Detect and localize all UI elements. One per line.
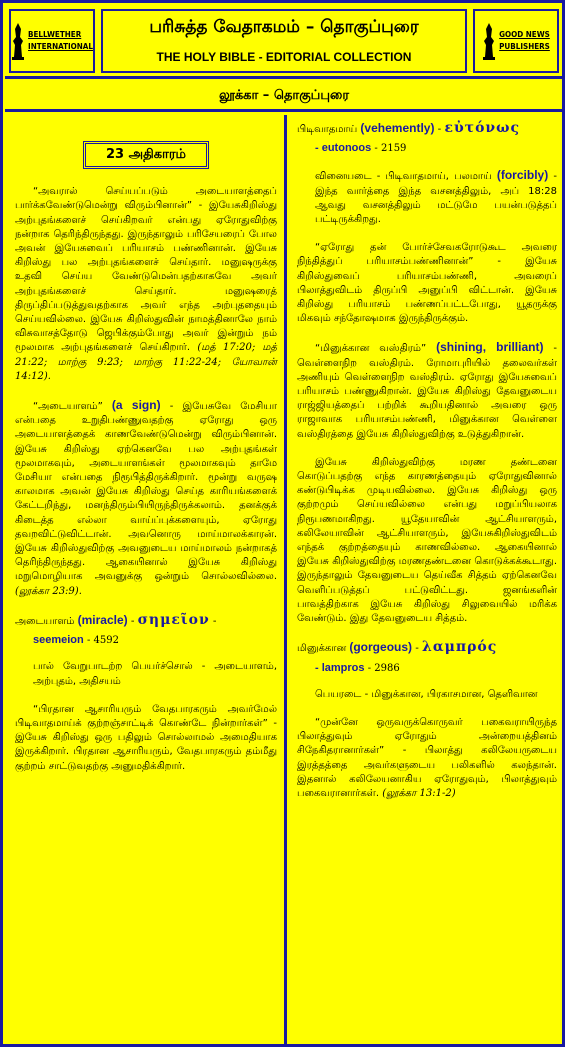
tamil-word: பிடிவாதமாய் bbox=[297, 124, 358, 135]
separator: - bbox=[212, 615, 217, 627]
logo-right-line-2: PUBLISHERS bbox=[499, 42, 550, 51]
paragraph-text: - இயேசுவே மேசியா என்பதை உறுதிபண்ணுவதற்கு ஏரோது ஒரு அடையாளத்தைக் காணவேண்டுமென்று விரும்பினான். இயேசு கிறிஸ்து ஏற்கெனவே பல அற்புதங்கள் மூலமாகவும், அடையாளங்கள் மூலமாகவும் தாமே மேசியா என்பதை நிரூபித்திருக்கிறார். மூன்று வருஷ காலமாக அவன் இயேசு கிறிஸ்து செய்த காரியங்களைக் கேட்டறிந்து, மனந்திரும்பியிருந்திருக்கலாம். தனக்குக் கிடைத்த எல்லா வாய்ப்புக்களையும், ஏரோது தவறவிட்டுவிட்டான். அவனொரு மாய்மாலக்காரன். இயேசு கிறிஸ்துவிற்கு அவனுடைய மாய்மாலம் நன்றாகத் தெரிந்திருந்தது. ஆகையினால் இயேசு கிறிஸ்து மறுமொழியாக அவனுக்கு ஒன்றும் சொல்லவில்லை. bbox=[15, 401, 277, 583]
word-gloss: பால் வேறுபாடற்ற பெயர்ச்சொல் - அடையாளம், அற்புதம், அதிசயம் bbox=[33, 661, 277, 687]
paragraph-text: - வெள்ளைநிற வஸ்திரம். ரோமாபுரியில் தலைவர்கள் அணியும் வெள்ளைநிற வஸ்திரம். ஏரோது இயேசுவைப் பரியாசம் பண்ணுகிறான். இயேசு கிறிஸ்து தேவனுடைய ராஜ்ஜியத்தைப் பற்றிக் கூறியதினால் அவரை ஒரு ராஜாவாக பரியாசம்பண்ணி, மினுக்கான வெள்ளை வஸ்திரத்தை இயேசு கிறிஸ்துவிற்கு உடுத்துகிறான். bbox=[297, 343, 557, 440]
english-term: (forcibly) bbox=[496, 168, 549, 183]
separator: - bbox=[437, 124, 442, 135]
english-term: (gorgeous) bbox=[349, 640, 413, 655]
lamp-icon bbox=[11, 21, 25, 61]
commentary-paragraph bbox=[15, 398, 277, 599]
greek-word: σημεῖον bbox=[137, 611, 210, 628]
transliteration-line bbox=[315, 141, 557, 156]
bellwether-logo bbox=[9, 9, 95, 73]
strongs-number: - 2159 bbox=[374, 143, 407, 155]
gloss-text: வினையடை - பிடிவாதமாய், பலமாய் bbox=[315, 171, 492, 183]
word-gloss: பெயரடை - மினுக்கான, பிரகாசமான, தெளிவான bbox=[315, 688, 538, 700]
transliteration-line bbox=[315, 661, 557, 676]
good-news-logo bbox=[473, 9, 559, 73]
column-divider bbox=[284, 115, 287, 1047]
page-title-english: THE HOLY BIBLE - EDITORIAL COLLECTION bbox=[156, 50, 412, 64]
title-box bbox=[101, 9, 467, 73]
paragraph-text: “முன்னே ஒருவருக்கொருவர் பகைவராயிருந்த பிலாத்துவும் ஏரோதும் அன்றையத்தினம் சிநேகிதரானார்கள்” - பிலாத்து கலிலேயருடைய இரத்தத்தை அவர்களுடைய பலிகளில் கலந்தான். இதனால் கலிலேயனாகிய ஏரோதுவும், பிலாத்துவும் பகைவரானார்கள். bbox=[297, 716, 557, 799]
word-study-heading bbox=[297, 121, 557, 137]
transliteration: - eutonoos bbox=[315, 142, 372, 155]
quoted-phrase: “மினுக்கான வஸ்திரம்” bbox=[315, 343, 427, 355]
greek-word: λαμπρός bbox=[422, 639, 498, 656]
tamil-word: அடையாளம் bbox=[15, 615, 75, 627]
commentary-paragraph bbox=[297, 340, 557, 441]
paragraph-text: “அவரால் செய்யப்படும் அடையாளத்தைப் பார்க்கவேண்டுமென்று விரும்பினான்” - இயேசுகிறிஸ்து அற்புதங்களைச் செய்கிறவர் என்பது ஏரோதுவிற்கு நன்றாக தெரிந்திருந்தது. இருந்தாலும் பரிசேயரைப் போல அவன் இயேசுவைப் பரியாசம் பண்ணினான். இயேசு கிறிஸ்து பல அற்புதங்களைச் செய்தார். மனுஷருக்கு உதவி செய்ய வேண்டுமென்பதற்காகவே அவர் அற்புதங்களைச் செய்தார். மனுஷரைத் திருப்திப்படுத்துவதற்காக அவர் எந்த அற்புததையும் செய்யவில்லை. இயேசு கிறிஸ்துவின் நாமத்தினாலே நாம் விசுவாசத்தோடு ஜெபிக்கும்போது அவர் இன்றும் நம் மூலமாக அற்புதங்களைச் செய்கிறார். bbox=[15, 186, 277, 354]
english-term: (vehemently) bbox=[360, 121, 435, 135]
strongs-number: - 4592 bbox=[86, 635, 119, 647]
greek-word: εὐτόνως bbox=[444, 120, 520, 136]
commentary-paragraph: “பிரதான ஆசாரியரும் வேதபாரகரும் அவர்மேல் பிடிவாதமாய்க் குற்றஞ்சாட்டிக் கொண்டே நின்றார்கள்” - இயேசு கிறிஸ்து ஒரு பதிலும் சொல்லாமல் அமைதியாக இருக்கிறார். பிரதான ஆசாரியரும், வேதபாரகரும் தம்மீது குற்றம் சாட்டுவதற்கு அனுமதிக்கிறார். bbox=[15, 703, 277, 772]
word-study-heading bbox=[15, 613, 277, 629]
section-title: லூக்கா – தொகுப்புரை bbox=[5, 82, 563, 112]
quoted-phrase: “அடையாளம்” bbox=[33, 401, 103, 413]
transliteration-line bbox=[33, 633, 277, 648]
scripture-reference: (லூக்கா 13:1-2) bbox=[382, 787, 456, 799]
commentary-paragraph: இயேசு கிறிஸ்துவிற்கு மரண தண்டனை கொடுப்பதற்கு எந்த காரணத்தையும் ஏரோதுவினால் கண்டுபிடிக்க முடியவில்லை. இயேசு கிறிஸ்து ஒரு குற்றமும் செய்யவில்லை என்பது மறுப்பியலாக நிரூபணமாகிறது. யூதேயாவின் ஆட்சியாளரும், கலிலேயாவின் ஆட்சியாளரும், இயேசுகிறிஸ்துவிடம் எந்தக் குற்றத்தையும் காணவில்லை. ஆகையினால் இயேசு கிறிஸ்துவிற்கு மரணதண்டனை கொடுக்கக்கூடாது. இருந்தாலும் தேவனுடைய தெய்வீக சித்தம் ஏற்கெனவே வெளிப்படுத்தப் பட்டுவிட்டது. ஜனங்களின் பாவத்திற்காக இயேசு கிறிஸ்து சிலுவையில் மரிக்க வேண்டும். இது தேவனுடைய சித்தம். bbox=[297, 456, 557, 625]
english-term: (shining, brilliant) bbox=[436, 340, 544, 355]
scripture-reference: (மத் 17:20; மத் 21:22; மாற்கு 9:23; மாற்கு 11:22-24; யோவான் 14:12). bbox=[15, 342, 277, 382]
transliteration: seemeion bbox=[33, 634, 84, 647]
lamp-icon bbox=[482, 21, 496, 61]
scripture-reference: (லூக்கா 23:9). bbox=[15, 585, 82, 597]
page-title-tamil: பரிசுத்த வேதாகமம் – தொகுப்புரை bbox=[149, 17, 419, 37]
logo-left-line-1: BELLWETHER bbox=[28, 30, 82, 39]
gloss-text: - இந்த வார்த்தை இந்த வசனத்திலும், அப் 18:28 ஆவது வசனத்திலும் மட்டுமே பயன்படுத்தப் பட்டிருக்கிறது. bbox=[315, 171, 557, 226]
english-term: (a sign) bbox=[111, 398, 161, 413]
word-study-heading bbox=[297, 640, 557, 656]
transliteration: - lampros bbox=[315, 661, 365, 674]
strongs-number: - 2986 bbox=[367, 662, 400, 674]
word-gloss bbox=[315, 168, 557, 227]
logo-right-line-1: GOOD NEWS bbox=[499, 30, 550, 39]
commentary-paragraph bbox=[15, 185, 277, 384]
separator: - bbox=[415, 643, 419, 655]
english-term: (miracle) bbox=[77, 612, 128, 627]
commentary-paragraph bbox=[297, 716, 557, 801]
left-column bbox=[15, 121, 277, 788]
right-column bbox=[297, 121, 557, 815]
page-header bbox=[5, 5, 563, 79]
logo-left-line-2: INTERNATIONAL bbox=[28, 42, 93, 51]
separator: - bbox=[130, 615, 135, 627]
tamil-word: மினுக்கான bbox=[297, 643, 347, 655]
chapter-heading: 23 அதிகாரம் bbox=[83, 141, 209, 169]
commentary-paragraph: “ஏரோது தன் போர்ச்சேவகரோடுகூட அவரை நிந்தித்துப் பரியாசம்பண்ணினான்” - இயேசு கிறிஸ்துவைப் பரியாசம்பண்ணி, அவரைப் பிலாத்துவிடம் திருப்பி அனுப்பி விட்டான். இயேசு கிறிஸ்து பரியாசம் பண்ணப்பட்டபோது, யூதருக்கு மிகவும் சந்தோஷமாக இருந்திருக்கும். bbox=[297, 242, 557, 325]
